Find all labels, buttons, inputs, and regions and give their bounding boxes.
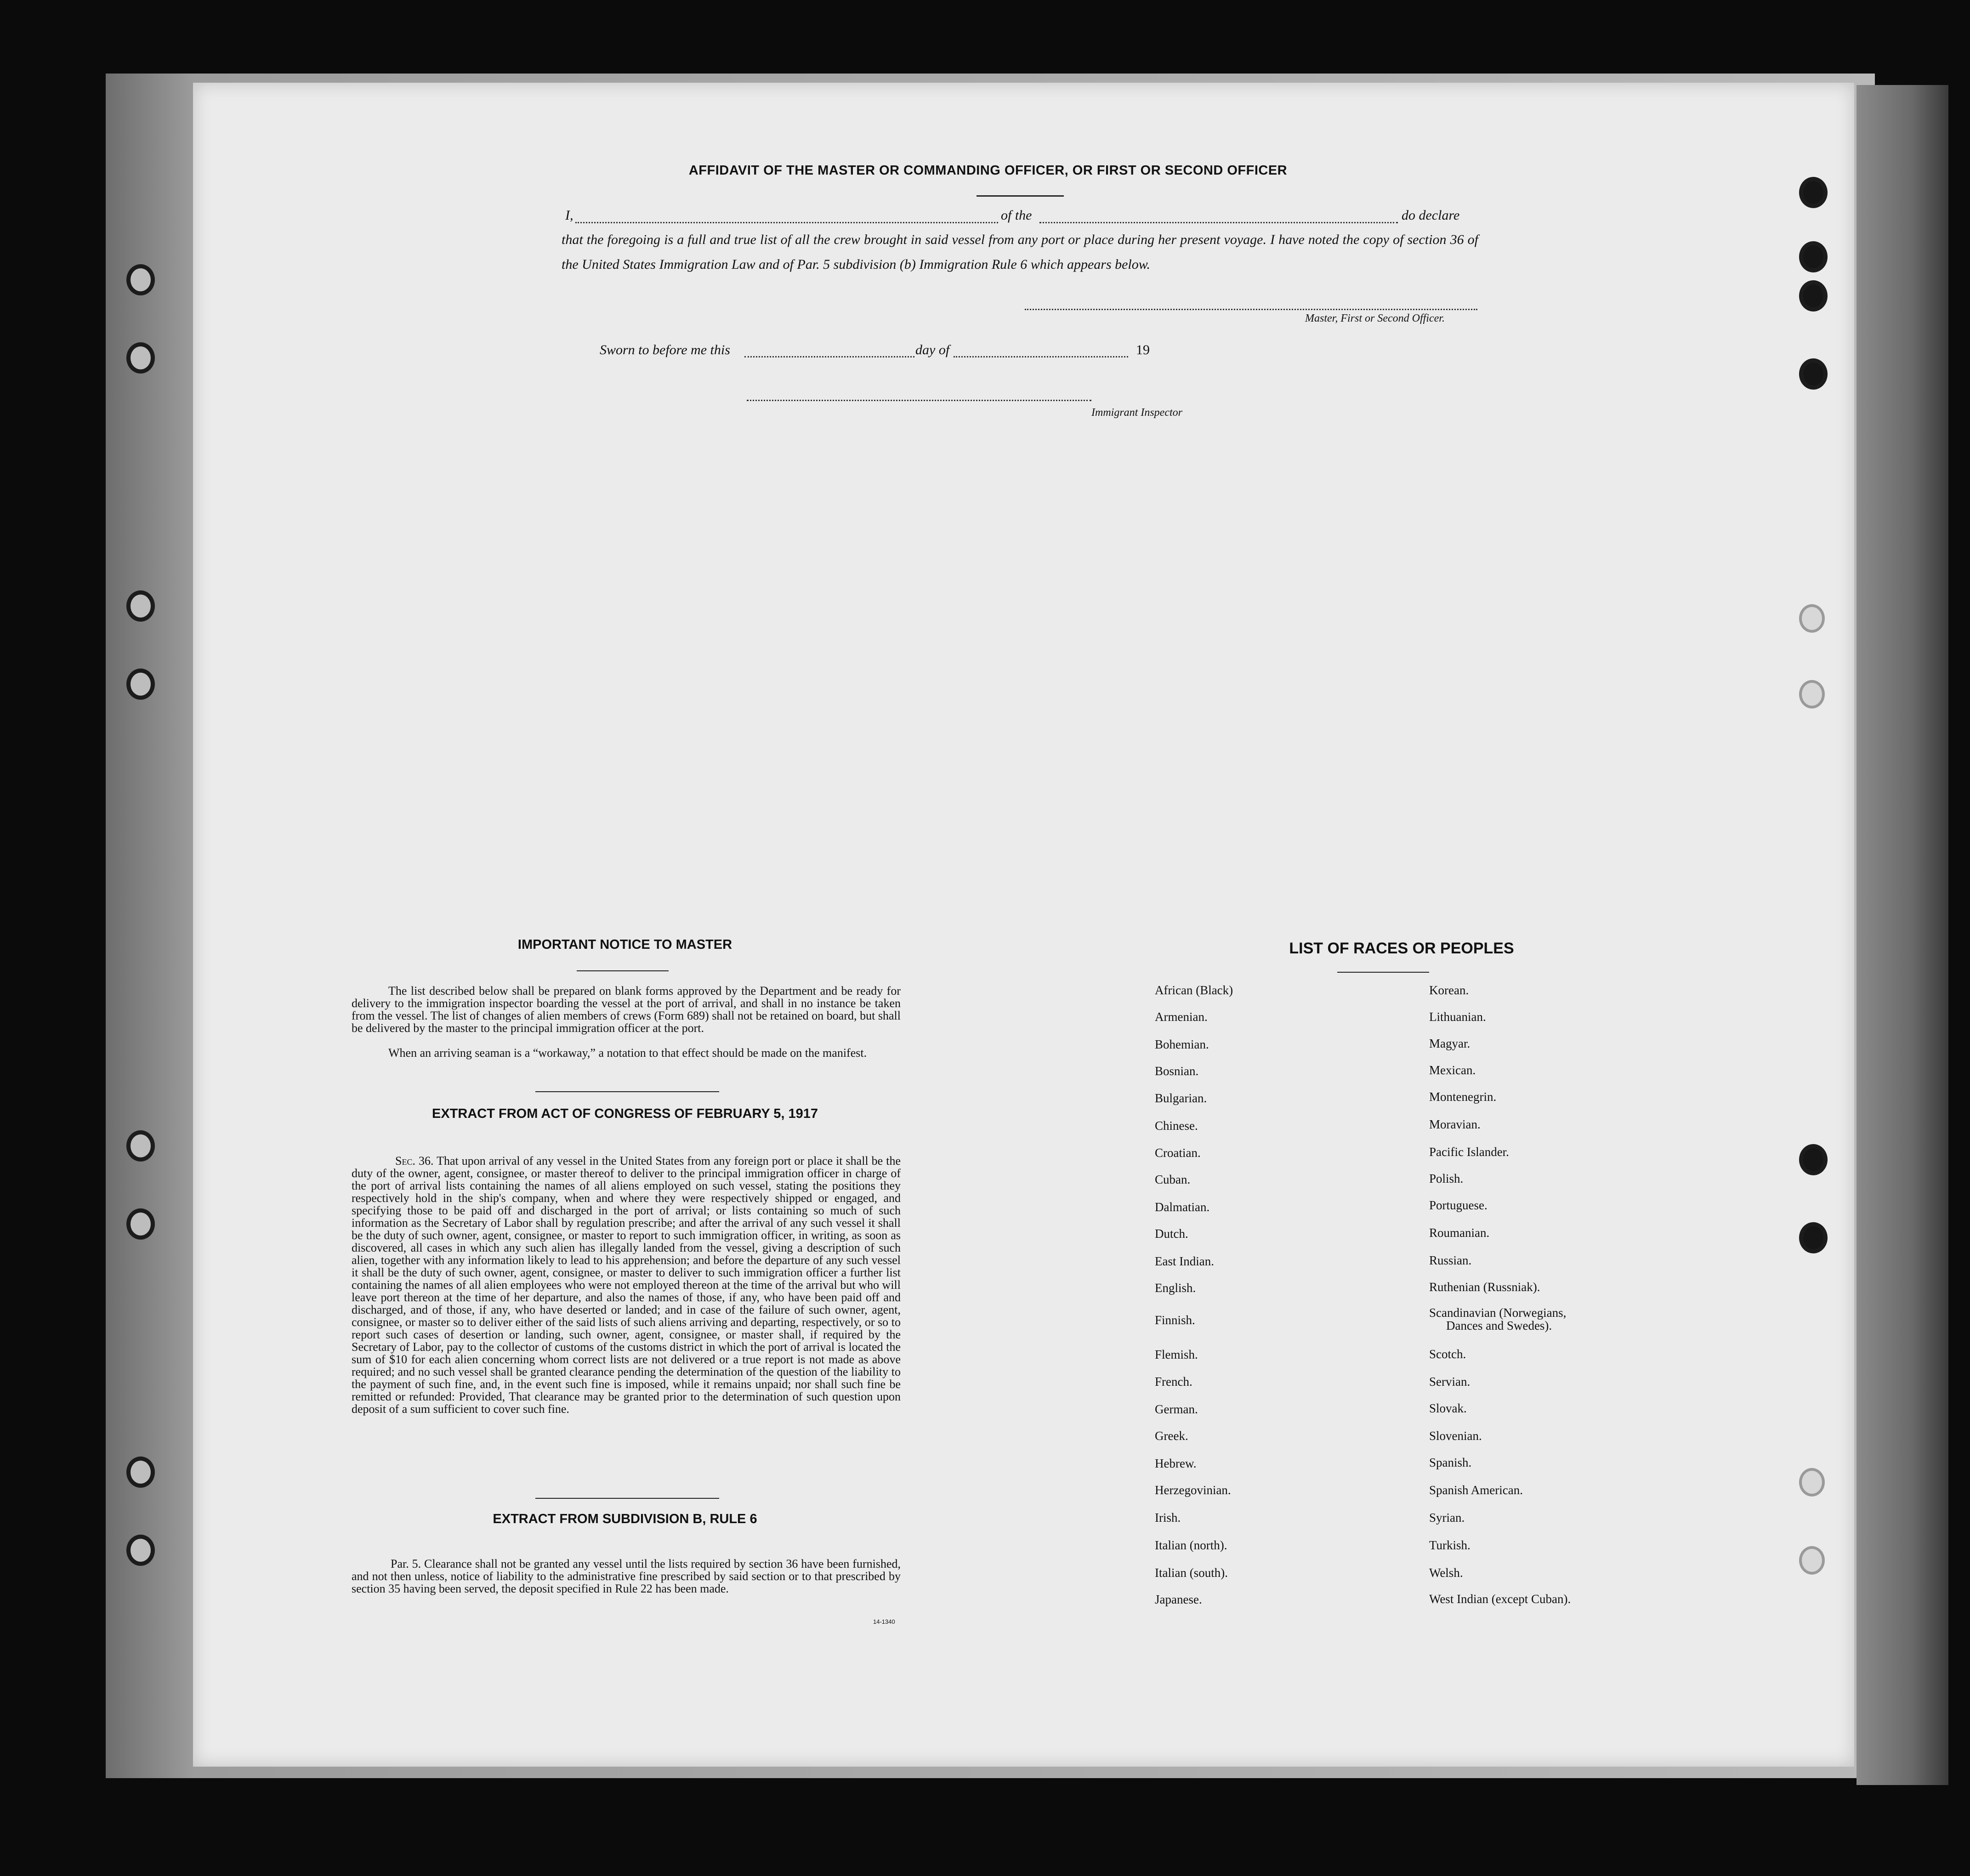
section-divider — [535, 1091, 719, 1092]
race-item: German. — [1155, 1402, 1198, 1416]
race-item: East Indian. — [1155, 1254, 1214, 1268]
race-item: English. — [1155, 1281, 1196, 1295]
race-item: Slovak. — [1429, 1401, 1467, 1415]
notice-para1: The list described below shall be prepared on blank forms approved by the Department and be ready for delivery to the immigration inspector boarding the vessel at the port of arrival, and shall in no instance be taken from the vessel. The list of changes of alien members of crews (Form 689) shall not be retained on board, but shall be delivered by the master to the principal immigration officer at the port. — [352, 984, 901, 1035]
race-item: Cuban. — [1155, 1173, 1191, 1186]
par-5-text: Par. 5. Clearance shall not be granted any vessel until the lists required by section 36 have been furnished, and not then unless, notice of liability to the administrative fine prescribed by said section or to that prescribed by section 35 having been served, the deposit specified in Rule 22 has been made. — [352, 1557, 901, 1595]
binder-hole-icon — [1799, 1222, 1828, 1253]
race-item: Italian (south). — [1155, 1566, 1228, 1580]
day-blank-line — [744, 356, 914, 357]
binder-hole-icon — [126, 669, 155, 700]
binder-hole-icon — [1799, 604, 1825, 633]
notice-paragraph — [352, 985, 901, 1034]
binder-hole-icon — [126, 342, 155, 374]
binder-hole-icon — [1799, 1144, 1828, 1175]
rule-extract-title: EXTRACT FROM SUBDIVISION B, RULE 6 — [493, 1512, 757, 1526]
binder-hole-icon — [126, 264, 155, 295]
race-item: Dances and Swedes). — [1446, 1319, 1552, 1332]
race-item: Montenegrin. — [1429, 1090, 1497, 1104]
binder-hole-icon — [1799, 680, 1825, 708]
race-item: Welsh. — [1429, 1566, 1463, 1580]
act-extract-text — [352, 1155, 901, 1415]
signature-blank-line — [1025, 309, 1477, 310]
sec-label: Sec. 36. — [395, 1154, 434, 1168]
binder-hole-icon — [126, 1457, 155, 1488]
race-item: Turkish. — [1429, 1538, 1470, 1552]
act-extract-title: EXTRACT FROM ACT OF CONGRESS OF FEBRUARY 5, 1917 — [431, 1106, 818, 1121]
race-item: Korean. — [1429, 983, 1469, 997]
binder-hole-icon — [126, 1208, 155, 1240]
race-item: Spanish. — [1429, 1456, 1472, 1469]
races-title: LIST OF RACES OR PEOPLES — [1289, 940, 1514, 957]
race-item: Finnish. — [1155, 1313, 1195, 1327]
race-item: Irish. — [1155, 1511, 1181, 1525]
affidavit-body: that the foregoing is a full and true list of all the crew brought in said vessel from any port or place during her present voyage. I have noted the copy of section 36 of the United States Immigration Law and of Par. 5 subdivision (b) Immigration Rule 6 which appears below. — [562, 232, 1478, 272]
race-item: African (Black) — [1155, 983, 1233, 997]
race-item: Chinese. — [1155, 1119, 1198, 1133]
race-item: Scandinavian (Norwegians, — [1429, 1306, 1567, 1320]
race-item: French. — [1155, 1375, 1192, 1389]
name-blank-line — [575, 222, 998, 223]
signature-caption: Master, First or Second Officer. — [1305, 312, 1445, 324]
race-item: Herzegovinian. — [1155, 1483, 1231, 1497]
race-item: Bosnian. — [1155, 1064, 1199, 1078]
race-item: Dalmatian. — [1155, 1200, 1210, 1214]
sworn-label: Sworn to before me this — [600, 342, 730, 357]
race-item: Portuguese. — [1429, 1198, 1487, 1212]
notice-para2: When an arriving seaman is a “workaway,” a notation to that effect should be made on the manifest. — [388, 1046, 867, 1060]
race-item: Syrian. — [1429, 1511, 1465, 1525]
binder-hole-icon — [1799, 1546, 1825, 1575]
race-item: Greek. — [1155, 1429, 1188, 1443]
race-item: West Indian (except Cuban). — [1429, 1592, 1571, 1606]
binder-hole-icon — [126, 1535, 155, 1566]
month-blank-line — [954, 356, 1128, 357]
notice-paragraph-2 — [352, 1047, 901, 1059]
races-divider — [1337, 972, 1429, 973]
race-item: Russian. — [1429, 1253, 1472, 1267]
inspector-caption: Immigrant Inspector — [1091, 407, 1182, 419]
title-divider — [976, 195, 1064, 197]
race-item: Bulgarian. — [1155, 1091, 1207, 1105]
race-item: Spanish American. — [1429, 1483, 1523, 1497]
race-item: Scotch. — [1429, 1347, 1466, 1361]
race-item: Polish. — [1429, 1172, 1464, 1185]
race-item: Roumanian. — [1429, 1226, 1490, 1240]
race-item: Pacific Islander. — [1429, 1145, 1509, 1159]
sworn-year: 19 — [1136, 342, 1150, 357]
race-item: Japanese. — [1155, 1593, 1202, 1606]
race-item: Croatian. — [1155, 1146, 1201, 1160]
binder-hole-icon — [126, 1130, 155, 1162]
race-item: Armenian. — [1155, 1010, 1208, 1024]
race-item: Slovenian. — [1429, 1429, 1482, 1443]
race-item: Hebrew. — [1155, 1457, 1197, 1470]
race-item: Bohemian. — [1155, 1037, 1209, 1051]
vessel-blank-line — [1039, 222, 1398, 223]
race-item: Magyar. — [1429, 1037, 1470, 1050]
affidavit-i-label: I, — [565, 208, 573, 223]
rule-extract-text — [352, 1558, 901, 1595]
race-item: Dutch. — [1155, 1227, 1188, 1241]
binder-hole-icon — [1799, 241, 1828, 272]
race-item: Moravian. — [1429, 1117, 1481, 1131]
race-item: Mexican. — [1429, 1063, 1476, 1077]
race-item: Lithuanian. — [1429, 1010, 1486, 1024]
binder-hole-icon — [126, 590, 155, 622]
notice-divider — [577, 970, 669, 971]
race-item: Servian. — [1429, 1375, 1470, 1389]
race-item: Ruthenian (Russniak). — [1429, 1280, 1540, 1294]
sec-36-text: That upon arrival of any vessel in the United States from any foreign port or place it shall be the duty of the owner, agent, consignee, or master thereof to deliver to the principal immigration officer in charge of the port of arrival lists containing the names of all aliens employed on such vessel, stating the positions they respectively hold in the ship's company, when and where they were respectively shipped or engaged, and specifying those to be paid off and discharged in the port of arrival; or lists containing so much of such information as the Secretary of Labor shall by regulation prescribe; and after the arrival of any such vessel it shall be the duty of such owner, agent, consignee, or master to report to such immigration officer, in writing, as soon as discovered, all cases in which any such alien has illegally landed from the vessel, giving a description of such alien, together with any information likely to lead to his apprehension; and before the departure of any such vessel it shall be the duty of such owner, agent, consignee, or master to deliver to such immigration officer a further list containing the names of all alien employees who were not employed thereon at the time of the arrival but who will leave port thereon at the time of her departure, and also the names of those, if any, who have been paid off and discharged, and of those, if any, who have deserted or landed; and in case of the failure of such owner, agent, consignee, or master so to deliver either of the said lists of such aliens arriving and departing, respectively, or so to report such cases of desertion or landing, such owner, agent, consignee, or master shall, if required by the Secretary of Labor, pay to the collector of customs of the customs district in which the port of arrival is located the sum of $10 for each alien concerning whom correct lists are not delivered or a true report is not made as above required; and no such vessel shall be granted clearance pending the determination of the question of the liability to the payment of such fine, and, in the event such fine is imposed, while it remains unpaid; nor shall such fine be remitted or refunded: Provided, That clearance may be granted prior to the determination of such question upon deposit of a sum sufficient to cover such fine. — [352, 1154, 901, 1416]
form-number: 14-1340 — [873, 1618, 895, 1625]
race-item: Flemish. — [1155, 1348, 1198, 1361]
affidavit-declare-label: do declare — [1402, 208, 1460, 223]
binder-hole-icon — [1799, 358, 1828, 390]
section-divider — [535, 1498, 719, 1499]
page-edge — [1856, 85, 1948, 1785]
binder-hole-icon — [1799, 1468, 1825, 1496]
affidavit-of-the-label: of the — [1001, 208, 1032, 223]
race-item: Italian (north). — [1155, 1538, 1227, 1552]
binder-hole-icon — [1799, 177, 1828, 208]
sworn-day-of-label: day of — [915, 342, 950, 357]
affidavit-title: AFFIDAVIT OF THE MASTER OR COMMANDING OFFICER, OR FIRST OR SECOND OFFICER — [688, 163, 1288, 178]
inspector-blank-line — [747, 400, 1091, 401]
notice-title: IMPORTANT NOTICE TO MASTER — [517, 937, 732, 952]
binder-hole-icon — [1799, 280, 1828, 312]
